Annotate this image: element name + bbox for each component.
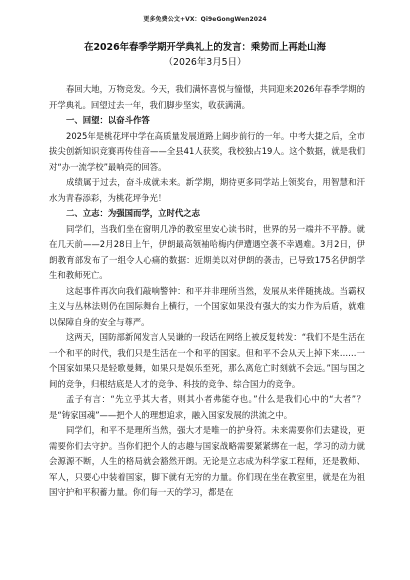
page-header: 更多免费公文+VX：Qi9eGongWen2024 (143, 16, 267, 23)
document-body (49, 82, 365, 501)
section-heading: 二、立志：为强国而学，立时代之志 (66, 208, 200, 218)
paragraph: 成绩属于过去，奋斗成就未来。新学期，期待更多同学站上领奖台，用智慧和汗水为青春添彩，为桃花坪争光！ (49, 177, 365, 203)
paragraph: 这起事件再次向我们敲响警钟：和平并非理所当然，发展从来伴随挑战。当霸权主义与丛林法则仍在国际舞台上横行，一个国家如果没有强大的实力作为后盾，就难以保障自身的安全与尊严。 (49, 285, 365, 327)
section-heading: 一、回望：以奋斗作答 (66, 115, 150, 125)
paragraph: 这两天，国防部新闻发言人吴谦的一段话在网络上被反复转发：“我们不是生活在一个和平的时代，我们只是生活在一个和平的国家。但和平不会从天上掉下来……一个国家如果只是轻歌曼舞，如果只是娱乐至死，那么离危亡时刻就不会远。”国与国之间的竞争，归根结底是人才的竞争、科技的竞争、综合国力的竞争。 (49, 332, 365, 389)
document-date: （2026年3月5日） (163, 57, 247, 68)
paragraph: 孟子有言：“先立乎其大者，则其小者弗能夺也。”什么是我们心中的“大者”？是“铸家国魂”——把个人的理想追求，融入国家发展的洪流之中。 (49, 394, 365, 420)
document-title: 在2026年春季学期开学典礼上的发言：乘势而上再赴山海 (84, 42, 326, 53)
paragraph: 春回大地，万物竞发。今天，我们满怀喜悦与憧憬，共同迎来2026年春季学期的开学典礼。回望过去一年，我们脚步坚实，收获满满。 (49, 84, 365, 110)
paragraph: 同学们，当我们坐在窗明几净的教室里安心读书时，世界的另一端并不平静。就在几天前——2月28日上午，伊朗最高领袖哈梅内伊遭遇空袭不幸遇难。3月2日，伊朗教育部发布了一组令人心痛的数据：近期美以对伊朗的袭击，已导致175名伊朗学生和教师死亡。 (49, 223, 365, 280)
paragraph: 2025年是桃花坪中学在高质量发展道路上阔步前行的一年。中考大捷之后，全市拔尖创新知识竞赛再传佳音——全县41人获奖，我校独占19人。这个数据，就是我们对“办一流学校”最响亮的回答。 (49, 130, 365, 172)
paragraph: 同学们，和平不是理所当然，强大才是唯一的护身符。未来需要你们去建设，更需要你们去守护。当你们把个人的志趣与国家战略需要紧紧绑在一起，学习的动力就会源源不断，人生的格局就会豁然开朗。无论是立志成为科学家工程师，还是教师、军人，只要心中装着国家，脚下就有无穷的力量。你们现在坐在教室里，就是在为祖国守护和平积蓄力量。你们每一天的学习，都是在 (49, 425, 365, 497)
